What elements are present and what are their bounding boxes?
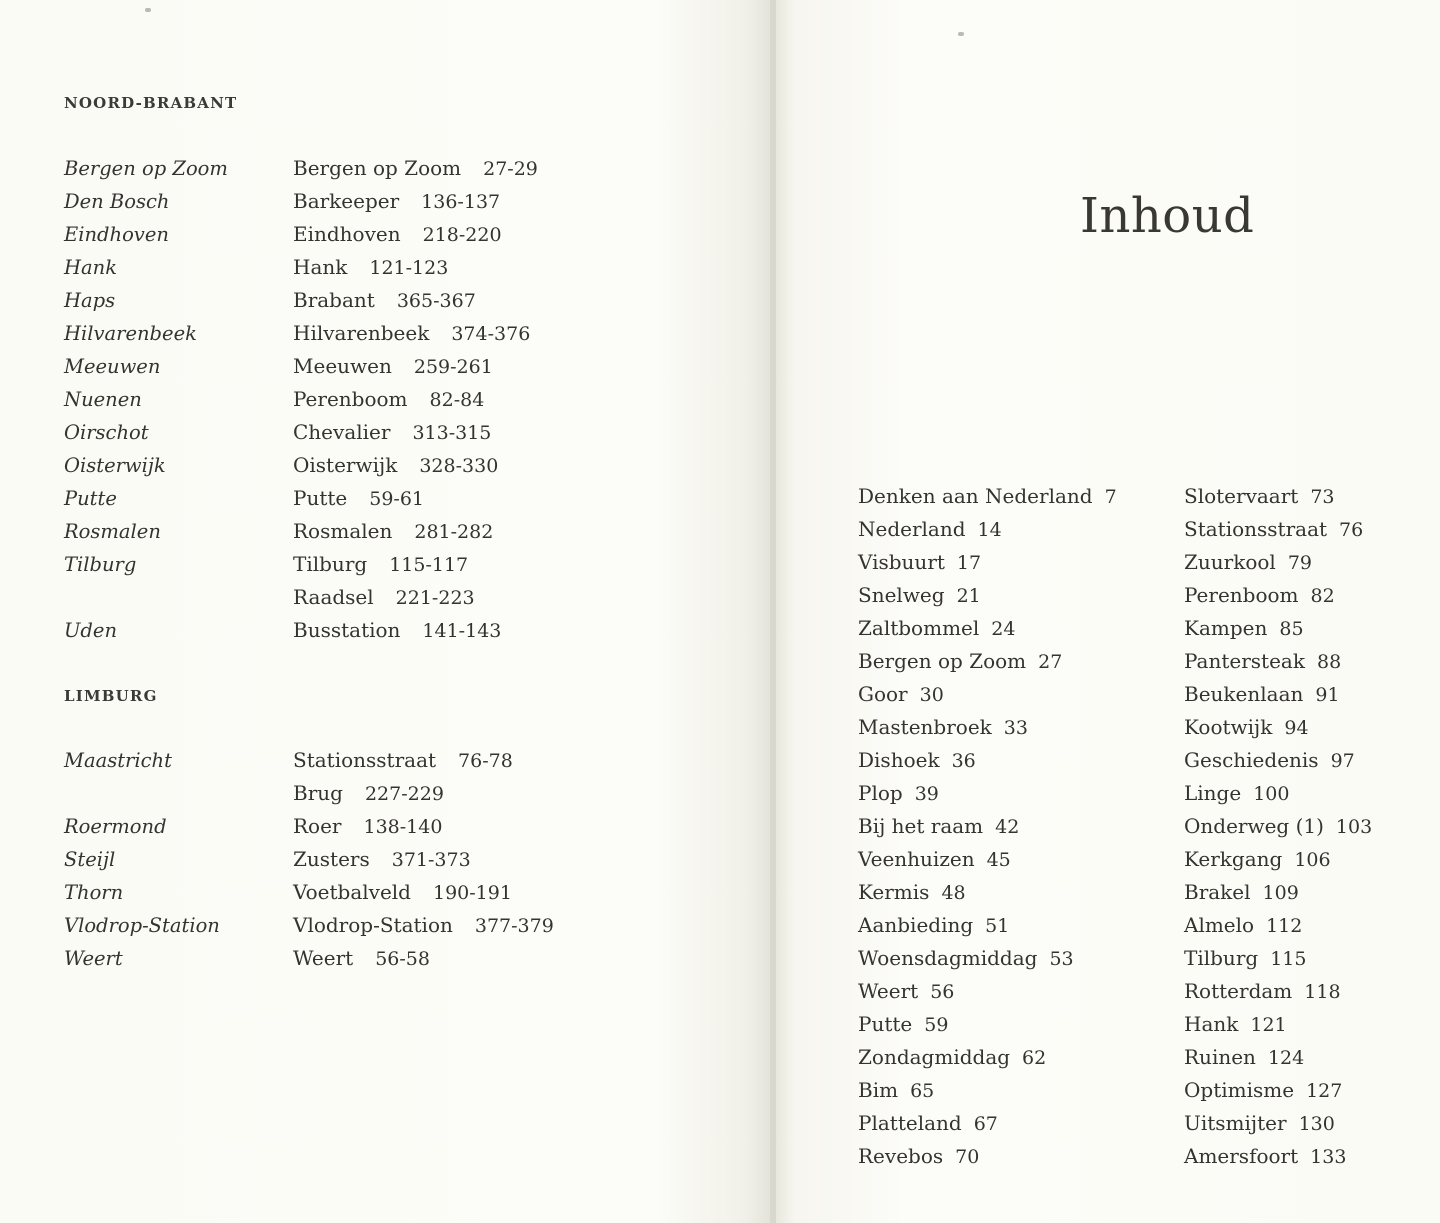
paper-speck [145, 8, 151, 12]
toc-item-title: Zondagmiddag [858, 1045, 1011, 1069]
toc-item-title: Kampen [1184, 616, 1268, 640]
entry-pages: 328-330 [419, 455, 499, 477]
entry [293, 416, 491, 450]
entry-pages: 59-61 [369, 488, 425, 510]
toc-item-page: 124 [1267, 1047, 1305, 1069]
toc-item [1184, 546, 1372, 579]
entry-title: Meeuwen [293, 354, 392, 378]
toc-column-1 [858, 480, 1117, 1173]
entry-pages: 27-29 [483, 158, 538, 180]
toc-item-title: Rotterdam [1184, 979, 1293, 1003]
toc-item-title: Mastenbroek [858, 715, 992, 739]
toc-item [1184, 843, 1372, 876]
toc-item-page: 118 [1304, 981, 1341, 1003]
entry [293, 449, 498, 483]
entry-title: Hank [293, 255, 348, 279]
list-item [64, 152, 604, 185]
toc-item-page: 106 [1294, 849, 1331, 871]
toc-item-page: 88 [1316, 651, 1342, 673]
toc-item-page: 85 [1279, 618, 1304, 640]
toc-item [858, 810, 1117, 843]
toc-item-page: 30 [919, 684, 944, 706]
list-item [64, 843, 604, 876]
toc-item [1184, 711, 1372, 744]
toc-item-title: Revebos [858, 1144, 944, 1168]
entry [293, 777, 444, 811]
entry [293, 548, 468, 582]
toc-item-page: 45 [986, 849, 1011, 871]
toc-item [1184, 1140, 1372, 1173]
entry-title: Putte [293, 486, 348, 510]
toc-item [1184, 909, 1372, 942]
entry [293, 744, 513, 778]
toc-item [858, 612, 1117, 645]
list-item [64, 876, 604, 909]
toc-item [1184, 579, 1372, 612]
toc-item [858, 678, 1117, 711]
toc-item [858, 480, 1117, 513]
toc-item-page: 100 [1253, 783, 1290, 805]
place-name: Oirschot [64, 421, 149, 444]
entry-title: Busstation [293, 618, 401, 642]
entry [293, 284, 476, 318]
entry-title: Brug [293, 781, 343, 805]
toc-item-title: Kerkgang [1184, 847, 1283, 871]
place-name: Eindhoven [64, 223, 169, 246]
place-name: Maastricht [64, 749, 172, 772]
entry [293, 218, 502, 252]
toc-item-title: Veenhuizen [858, 847, 975, 871]
toc-item-page: 79 [1287, 552, 1313, 574]
toc-item [1184, 810, 1372, 843]
toc-item-title: Visbuurt [858, 550, 945, 574]
toc-item-title: Uitsmijter [1184, 1111, 1287, 1135]
entry-title: Raadsel [293, 585, 374, 609]
list-item [64, 810, 604, 843]
entry [293, 317, 530, 351]
place-name: Putte [64, 487, 117, 510]
entry-pages: 121-123 [369, 257, 449, 279]
toc-item-title: Geschiedenis [1184, 748, 1319, 772]
toc-item [1184, 678, 1372, 711]
toc-item [858, 1107, 1117, 1140]
toc-item-page: 56 [930, 981, 955, 1003]
toc-item-title: Amersfoort [1184, 1144, 1299, 1168]
toc-item [1184, 876, 1372, 909]
place-name: Nuenen [64, 388, 142, 411]
entry-title: Zusters [293, 847, 370, 871]
list-item [64, 515, 604, 548]
toc-item-page: 94 [1284, 717, 1309, 739]
place-name: Den Bosch [64, 190, 170, 213]
place-name: Tilburg [64, 553, 137, 576]
toc-item [858, 513, 1117, 546]
toc-item-page: 27 [1038, 651, 1063, 673]
toc-item-title: Optimisme [1184, 1078, 1295, 1102]
toc-item-title: Weert [858, 979, 919, 1003]
toc-item-title: Kermis [858, 880, 930, 904]
toc-item-title: Bij het raam [858, 814, 984, 838]
page-title: Inhoud [1080, 188, 1255, 244]
entry-title: Vlodrop-Station [293, 913, 453, 937]
toc-item-title: Zaltbommel [858, 616, 980, 640]
toc-item-page: 21 [956, 585, 981, 607]
toc-item-page: 39 [914, 783, 939, 805]
entry-pages: 141-143 [422, 620, 502, 642]
entry-title: Chevalier [293, 420, 391, 444]
toc-item [1184, 513, 1372, 546]
place-name: Uden [64, 619, 118, 642]
toc-item [858, 1074, 1117, 1107]
entry-title: Hilvarenbeek [293, 321, 430, 345]
toc-item-page: 112 [1266, 915, 1303, 937]
toc-item [1184, 1041, 1372, 1074]
toc-item [1184, 612, 1372, 645]
toc-item [1184, 1074, 1372, 1107]
place-name: Thorn [64, 881, 124, 904]
toc-item-page: 70 [955, 1146, 980, 1168]
toc-item [1184, 777, 1372, 810]
entry-title: Barkeeper [293, 189, 400, 213]
region-list-noord-brabant [64, 152, 604, 647]
toc-item [1184, 480, 1372, 513]
toc-item-title: Brakel [1184, 880, 1251, 904]
toc-item-title: Zuurkool [1184, 550, 1276, 574]
toc-item [858, 777, 1117, 810]
entry-pages: 374-376 [451, 323, 531, 345]
toc-item [858, 1140, 1117, 1173]
toc-item-title: Dishoek [858, 748, 940, 772]
toc-item-title: Beukenlaan [1184, 682, 1304, 706]
toc-item-title: Bergen op Zoom [858, 649, 1027, 673]
toc-item-title: Kootwijk [1184, 715, 1273, 739]
region-heading-limburg: LIMBURG [64, 687, 158, 705]
place-name: Hank [64, 256, 118, 279]
entry-title: Roer [293, 814, 342, 838]
list-item [64, 317, 604, 350]
list-item [64, 614, 604, 647]
toc-item-page: 91 [1315, 684, 1340, 706]
entry [293, 515, 493, 549]
list-item [64, 449, 604, 482]
toc-item-page: 133 [1310, 1146, 1347, 1168]
toc-item-page: 62 [1022, 1047, 1047, 1069]
toc-item-title: Slotervaart [1184, 484, 1299, 508]
list-item [64, 350, 604, 383]
toc-item [1184, 744, 1372, 777]
place-name: Oisterwijk [64, 454, 166, 477]
toc-item-page: 103 [1335, 816, 1373, 838]
toc-item [858, 579, 1117, 612]
toc-item-page: 115 [1270, 948, 1307, 970]
toc-item-page: 76 [1339, 519, 1364, 541]
entry [293, 482, 424, 516]
toc-item-page: 127 [1306, 1080, 1343, 1102]
entry-title: Voetbalveld [293, 880, 411, 904]
toc-item [858, 876, 1117, 909]
toc-item-page: 97 [1330, 750, 1355, 772]
toc-item [858, 546, 1117, 579]
list-item [64, 581, 604, 614]
place-name: Rosmalen [64, 520, 161, 543]
toc-item-title: Plop [858, 781, 903, 805]
toc-item [858, 645, 1117, 678]
entry-title: Rosmalen [293, 519, 393, 543]
toc-item [858, 975, 1117, 1008]
toc-item-page: 7 [1104, 486, 1117, 508]
toc-item [858, 1008, 1117, 1041]
toc-item-page: 82 [1310, 585, 1335, 607]
entry-title: Brabant [293, 288, 375, 312]
entry-pages: 190-191 [432, 882, 512, 904]
toc-item-title: Putte [858, 1012, 913, 1036]
toc-item-page: 24 [991, 618, 1016, 640]
toc-item-title: Denken aan Nederland [858, 484, 1093, 508]
toc-item-page: 109 [1262, 882, 1299, 904]
list-item [64, 251, 604, 284]
toc-item-title: Onderweg (1) [1184, 814, 1324, 838]
toc-item-page: 73 [1310, 486, 1335, 508]
toc-item [1184, 645, 1372, 678]
toc-item-title: Pantersteak [1184, 649, 1305, 673]
place-name: Bergen op Zoom [64, 157, 228, 180]
entry [293, 251, 448, 285]
entry [293, 810, 442, 844]
list-item [64, 744, 604, 777]
place-name: Roermond [64, 815, 167, 838]
place-name: Weert [64, 947, 123, 970]
entry-pages: 56-58 [375, 948, 430, 970]
list-item [64, 416, 604, 449]
entry-pages: 76-78 [458, 750, 513, 772]
place-name: Vlodrop-Station [64, 914, 220, 937]
place-name: Haps [64, 289, 116, 312]
toc-item-title: Bim [858, 1078, 899, 1102]
place-name: Steijl [64, 848, 116, 871]
toc-item-title: Stationsstraat [1184, 517, 1328, 541]
entry [293, 909, 554, 943]
place-name: Meeuwen [64, 355, 161, 378]
toc-item-title: Goor [858, 682, 908, 706]
toc-item [858, 909, 1117, 942]
toc-item-title: Linge [1184, 781, 1242, 805]
region-list-limburg [64, 744, 604, 975]
list-item [64, 548, 604, 581]
toc-item [858, 744, 1117, 777]
entry-pages: 218-220 [422, 224, 502, 246]
toc-item-page: 53 [1049, 948, 1074, 970]
entry [293, 614, 501, 648]
entry [293, 942, 430, 976]
toc-column-2 [1184, 480, 1372, 1173]
list-item [64, 185, 604, 218]
toc-item-page: 121 [1250, 1014, 1287, 1036]
entry [293, 350, 493, 384]
paper-speck [958, 32, 964, 36]
toc-item [858, 1041, 1117, 1074]
list-item [64, 777, 604, 810]
entry [293, 581, 475, 615]
entry-title: Stationsstraat [293, 748, 437, 772]
toc-item-title: Aanbieding [858, 913, 974, 937]
entry-pages: 313-315 [412, 422, 492, 444]
entry-pages: 365-367 [396, 290, 476, 312]
toc-item-page: 17 [956, 552, 982, 574]
toc-item-page: 14 [977, 519, 1002, 541]
toc-item [1184, 975, 1372, 1008]
entry-title: Oisterwijk [293, 453, 398, 477]
entry-title: Weert [293, 946, 354, 970]
entry-title: Perenboom [293, 387, 408, 411]
toc-item-page: 59 [924, 1014, 949, 1036]
entry-pages: 259-261 [413, 356, 493, 378]
entry [293, 152, 538, 186]
entry-title: Eindhoven [293, 222, 401, 246]
toc-item [1184, 942, 1372, 975]
entry-pages: 138-140 [363, 816, 443, 838]
toc-item-title: Platteland [858, 1111, 962, 1135]
place-name: Hilvarenbeek [64, 322, 197, 345]
entry-pages: 377-379 [474, 915, 554, 937]
entry [293, 383, 484, 417]
toc-item-page: 51 [985, 915, 1010, 937]
entry-pages: 227-229 [364, 783, 444, 805]
region-heading-noord-brabant: NOORD-BRABANT [64, 94, 238, 112]
toc-item-page: 33 [1003, 717, 1028, 739]
toc-item-title: Hank [1184, 1012, 1239, 1036]
entry [293, 185, 500, 219]
entry [293, 843, 471, 877]
entry-pages: 82-84 [429, 389, 485, 411]
entry-pages: 371-373 [391, 849, 471, 871]
list-item [64, 383, 604, 416]
toc-item-page: 36 [951, 750, 976, 772]
toc-item [858, 843, 1117, 876]
toc-item-title: Almelo [1184, 913, 1255, 937]
toc-item-title: Nederland [858, 517, 966, 541]
list-item [64, 909, 604, 942]
toc-item [1184, 1008, 1372, 1041]
toc-item [1184, 1107, 1372, 1140]
toc-item-page: 48 [941, 882, 966, 904]
list-item [64, 942, 604, 975]
toc-item-title: Perenboom [1184, 583, 1299, 607]
entry-pages: 281-282 [414, 521, 494, 543]
entry-pages: 136-137 [421, 191, 501, 213]
entry-pages: 221-223 [395, 587, 475, 609]
toc-item-page: 130 [1298, 1113, 1335, 1135]
toc-item [858, 711, 1117, 744]
toc-item-title: Ruinen [1184, 1045, 1256, 1069]
list-item [64, 218, 604, 251]
list-item [64, 284, 604, 317]
toc-item-title: Snelweg [858, 583, 945, 607]
entry [293, 876, 512, 910]
list-item [64, 482, 604, 515]
entry-title: Tilburg [293, 552, 368, 576]
entry-pages: 115-117 [389, 554, 469, 576]
toc-item-title: Tilburg [1184, 946, 1259, 970]
entry-title: Bergen op Zoom [293, 156, 462, 180]
toc-item-title: Woensdagmiddag [858, 946, 1038, 970]
toc-item-page: 67 [973, 1113, 998, 1135]
toc-item-page: 65 [910, 1080, 935, 1102]
toc-item [858, 942, 1117, 975]
toc-item-page: 42 [995, 816, 1020, 838]
